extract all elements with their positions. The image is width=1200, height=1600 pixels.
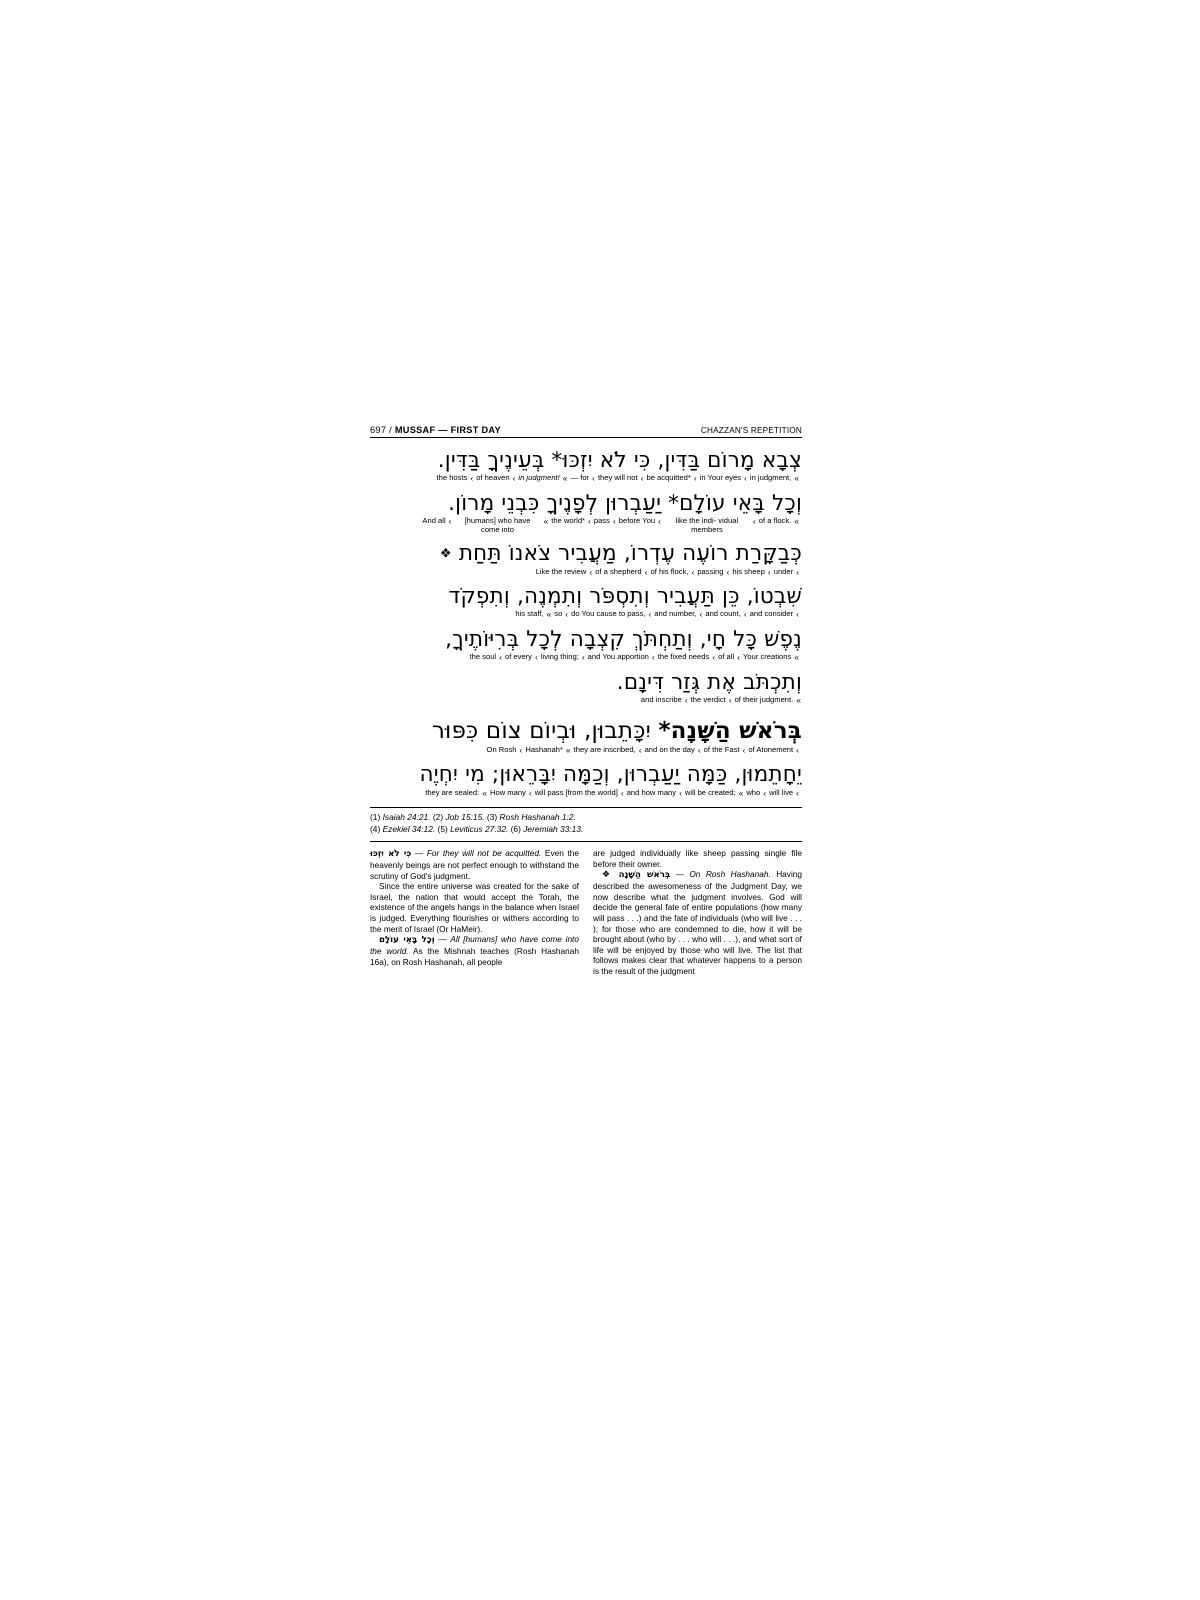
gloss-arrow: ‹ <box>763 787 767 798</box>
gloss-cell: the soul <box>469 652 497 662</box>
leaf-ornament-icon: ❖ <box>602 869 614 880</box>
verse-block <box>370 670 802 706</box>
gloss-cell: of his flock, <box>650 566 689 576</box>
gloss-cell: How many <box>489 787 526 797</box>
hebrew-line: צְבָא מָרוֹם בַּדִּין, כִּי לֹא יִזְכּוּ* בְּעֵינֶיךָ בַּדִּין. <box>437 448 802 473</box>
gloss-arrow: « <box>546 609 552 620</box>
hebrew-rest: יִכָּתֵבוּן, וּבְיוֹם צוֹם כִּפּוּר <box>431 717 659 744</box>
gloss-arrow: ‹ <box>767 566 771 577</box>
gloss-cell: the hosts <box>436 473 468 483</box>
gloss-arrow: ‹ <box>565 609 569 620</box>
gloss-cell: of their judgment. <box>734 695 794 705</box>
commentary-body: are judged individually like sheep passing single file before their owner. <box>593 847 802 869</box>
commentary-column-left <box>370 848 579 977</box>
gloss-arrow: ‹ <box>693 473 697 484</box>
footnote-ref: Leviticus 27:32. <box>450 823 509 834</box>
gloss-arrow: ‹ <box>699 609 703 620</box>
hebrew-line: וְתִכְתֹּב אֶת גְּזַר דִּינָם. <box>616 669 802 695</box>
gloss-cell: of Atonement <box>748 744 794 754</box>
gloss-cell: [humans] who have come into <box>464 516 531 534</box>
gloss-cell: the world* <box>551 516 586 526</box>
gloss-arrow: ‹ <box>612 516 616 527</box>
gloss-arrow: ‹ <box>744 473 747 484</box>
gloss-arrow: ‹ <box>697 744 701 755</box>
gloss-arrow: ‹ <box>796 787 799 798</box>
gloss-arrow: ‹ <box>528 787 532 798</box>
gloss-cell: On Rosh <box>486 744 517 754</box>
gloss-arrow: ‹ <box>519 744 523 755</box>
hebrew-line: כְּבַקָּרַת רוֹעֶה עֶדְרוֹ, מַעֲבִיר צֹאנוֹ תַּחַת ❖ <box>439 541 802 567</box>
gloss-arrow: ‹ <box>796 744 799 755</box>
gloss-cell: and how many <box>626 787 677 797</box>
commentary-dash: — <box>675 869 684 880</box>
commentary-lemma-hebrew: כִּי לֹא יִזְכּוּ <box>370 848 412 859</box>
gloss-cell: in Your eyes <box>699 473 742 483</box>
gloss-cell: of a flock. <box>758 516 792 526</box>
commentary-body: Even the heavenly beings are not perfect enough to withstand the scrutiny of God's judgment. <box>370 847 579 881</box>
gloss-arrow: ‹ <box>658 516 661 527</box>
commentary-lemma-hebrew: בְּרֹאשׁ הַשָּׁנָה <box>618 870 671 881</box>
hebrew-line: וְכָל בָּאֵי עוֹלָם* יַעַבְרוּן לְפָנֶיךָ כִּבְנֵי מָרוֹן. <box>448 490 802 516</box>
gloss-arrow: ‹ <box>470 473 474 484</box>
gloss-cell: be acquitted* <box>646 473 691 483</box>
gloss-arrow: « <box>738 787 744 798</box>
gloss-cell: of all <box>718 652 735 662</box>
gloss-cell: his staff, <box>515 609 544 619</box>
interlinear-gloss <box>370 474 802 484</box>
gloss-arrow: ‹ <box>644 566 648 577</box>
gloss-cell: in judgment, <box>749 473 792 483</box>
gloss-cell: passing <box>697 566 724 576</box>
commentary-paragraph <box>370 934 579 967</box>
gloss-arrow: ‹ <box>742 744 746 755</box>
gloss-cell: they will not <box>597 473 638 483</box>
hebrew-line: נֶפֶשׁ כָּל חָי, וְתַחְתֹּךְ קִצְבָה לְכָל בְּרִיּוֹתֶיךָ, <box>445 626 802 652</box>
gloss-arrow: ‹ <box>752 516 756 527</box>
gloss-arrow: ‹ <box>638 744 642 755</box>
verse-block <box>370 718 802 756</box>
gloss-cell: and You apportion <box>587 652 649 662</box>
gloss-cell: and inscribe <box>640 695 682 705</box>
gloss-cell: his sheep <box>732 566 765 576</box>
gloss-cell: and on the day <box>644 744 695 754</box>
gloss-cell: they are inscribed, <box>573 744 636 754</box>
interlinear-gloss <box>370 746 802 756</box>
commentary-body: Having described the awesomeness of the Judgment Day, we now describe what the judgment involves. God will decide the general fate of entire populations (how many will pass . . .) and the fate of individuals (who will live . . . ); for those who are condemned to die, how it will be brought about (who by . . . who will . . .), and what sort of life will be enjoyed by those who will live. The list that follows makes clear that whatever happens to a person is the result of the judgment <box>593 869 803 977</box>
gloss-cell: will be created; <box>684 787 736 797</box>
gloss-arrow: ‹ <box>581 652 585 663</box>
commentary-body: Since the entire universe was created for the sake of Israel, the nation that would accept the Torah, the existence of the angels hangs in the balance when Israel is judged. Everything flourishes or withers according to the merit of Israel (Or HaMeir). <box>370 881 579 934</box>
gloss-arrow: ‹ <box>679 787 682 798</box>
gloss-arrow: ‹ <box>728 695 732 706</box>
gloss-arrow: ‹ <box>592 473 595 484</box>
interlinear-gloss <box>370 517 802 534</box>
gloss-cell: pass <box>593 516 610 526</box>
commentary-lemma-hebrew: וְכָל בָּאֵי עוֹלָם <box>379 935 435 946</box>
gloss-cell: Your creations <box>743 652 792 662</box>
footnote-ref: Job 15:15. <box>445 812 485 823</box>
hebrew-line: שִׁבְטוֹ, כֵּן תַּעֲבִיר וְתִסְפֹּר וְתִמְנֶה, וְתִפְקֹד <box>448 584 802 610</box>
gloss-cell: will pass [from the world] <box>534 787 618 797</box>
footnote-num: (4) <box>370 823 381 834</box>
footnote-num: (5) <box>437 823 448 834</box>
commentary-lemma-english: For they will not be acquitted. <box>426 847 542 858</box>
gloss-arrow: ‹ <box>648 609 652 620</box>
gloss-arrow: ‹ <box>651 652 655 663</box>
footnote-num: (1) <box>370 812 381 823</box>
hebrew-line <box>370 718 802 745</box>
commentary-paragraph <box>593 869 802 976</box>
gloss-cell: in judgment! <box>518 473 560 483</box>
gloss-cell: — for <box>570 473 590 483</box>
gloss-arrow: ‹ <box>684 695 688 706</box>
hebrew-lemma-bold: בְּרֹאשׁ הַשָּׁנָה* <box>658 717 802 744</box>
page-content <box>370 425 802 977</box>
gloss-cell: of the Fast <box>703 744 740 754</box>
gloss-cell: And all <box>422 516 446 526</box>
header-right: CHAZZAN'S REPETITION <box>700 426 802 435</box>
interlinear-gloss <box>370 789 802 799</box>
gloss-arrow: « <box>794 516 799 527</box>
commentary-lemma-english: All [humans] who have come into the world. <box>370 934 579 957</box>
gloss-arrow: « <box>565 744 571 755</box>
gloss-arrow: ‹ <box>588 516 591 527</box>
footnote-ref: Jeremiah 33:13. <box>523 823 584 834</box>
verse-block <box>370 627 802 663</box>
verse-block <box>370 448 802 484</box>
leaf-ornament-icon: ❖ <box>439 546 452 562</box>
gloss-arrow: ‹ <box>691 566 695 577</box>
footnote-references <box>370 807 802 835</box>
gloss-arrow: ‹ <box>448 516 452 527</box>
interlinear-gloss <box>370 568 802 578</box>
commentary-lemma-english: On Rosh Hashanah. <box>689 869 771 880</box>
gloss-cell: Hashanah* <box>525 744 563 754</box>
verse-block <box>370 584 802 620</box>
footnote-line <box>370 812 802 823</box>
gloss-arrow: ‹ <box>737 652 740 663</box>
gloss-arrow: ‹ <box>512 473 516 484</box>
hebrew-line: יֵחָתֵמוּן, כַּמָּה יַעַבְרוּן, וְכַמָּה יִבָּרֵאוּן; מִי יִחְיֶה <box>419 762 802 788</box>
commentary-dash: — <box>438 934 447 945</box>
gloss-cell: the verdict <box>690 695 726 705</box>
gloss-cell: like the indi- vidual members <box>675 516 739 534</box>
gloss-arrow: « <box>794 652 799 663</box>
verse-block <box>370 762 802 798</box>
gloss-arrow: ‹ <box>712 652 716 663</box>
header-separator: / <box>389 425 392 435</box>
verse-block <box>370 541 802 577</box>
footnote-ref: Isaiah 24:21. <box>382 812 431 823</box>
gloss-arrow: ‹ <box>796 566 799 577</box>
gloss-arrow: ‹ <box>640 473 644 484</box>
gloss-cell: under <box>773 566 794 576</box>
footnote-line <box>370 824 802 835</box>
commentary-paragraph <box>370 848 579 881</box>
gloss-cell: the fixed needs <box>657 652 710 662</box>
gloss-cell: do You cause to pass, <box>571 609 646 619</box>
gloss-arrow: ‹ <box>796 609 799 620</box>
gloss-arrow: ‹ <box>743 609 747 620</box>
commentary-dash: — <box>414 847 424 858</box>
gloss-cell: who <box>746 787 761 797</box>
interlinear-gloss <box>370 610 802 620</box>
gloss-arrow: ‹ <box>620 787 624 798</box>
gloss-cell: will live <box>769 787 794 797</box>
commentary-paragraph <box>370 881 579 934</box>
gloss-cell: of a shepherd <box>595 566 642 576</box>
gloss-cell: living thing; <box>540 652 579 662</box>
gloss-cell: and consider <box>749 609 794 619</box>
gloss-cell: they are sealed: <box>425 787 480 797</box>
gloss-cell: of heaven <box>476 473 510 483</box>
gloss-arrow: « <box>482 787 487 798</box>
gloss-arrow: « <box>794 473 799 484</box>
gloss-cell: before You <box>618 516 656 526</box>
gloss-cell: so <box>554 609 563 619</box>
gloss-arrow: ‹ <box>589 566 593 577</box>
gloss-cell: and count, <box>705 609 741 619</box>
header-section: MUSSAF — FIRST DAY <box>394 425 501 435</box>
header-left <box>370 425 501 435</box>
interlinear-gloss <box>552 696 802 706</box>
commentary-column-right <box>593 848 802 977</box>
gloss-cell: Like the review <box>535 566 587 576</box>
gloss-arrow: ‹ <box>499 652 502 663</box>
commentary-body: As the Mishnah teaches (Rosh Hashanah 16a), on Rosh Hashanah, all people <box>370 946 579 967</box>
page-number: 697 <box>370 425 387 435</box>
footnote-num: (2) <box>432 812 444 823</box>
gloss-arrow: « <box>562 473 568 484</box>
footnote-ref: Rosh Hashanah 1:2. <box>499 812 576 823</box>
commentary-section <box>370 841 802 977</box>
footnote-num: (3) <box>486 812 498 823</box>
verse-block <box>370 491 802 534</box>
gloss-arrow: « <box>543 516 549 527</box>
footnote-ref: Ezekiel 34:12. <box>382 823 436 834</box>
gloss-arrow: « <box>796 695 801 706</box>
gloss-cell: and number, <box>654 609 697 619</box>
gloss-arrow: ‹ <box>726 566 730 577</box>
page-header <box>370 425 802 438</box>
commentary-paragraph <box>593 848 802 869</box>
gloss-cell: of every <box>504 652 532 662</box>
gloss-arrow: ‹ <box>534 652 538 663</box>
footnote-num: (6) <box>510 823 521 834</box>
interlinear-gloss <box>370 653 802 663</box>
